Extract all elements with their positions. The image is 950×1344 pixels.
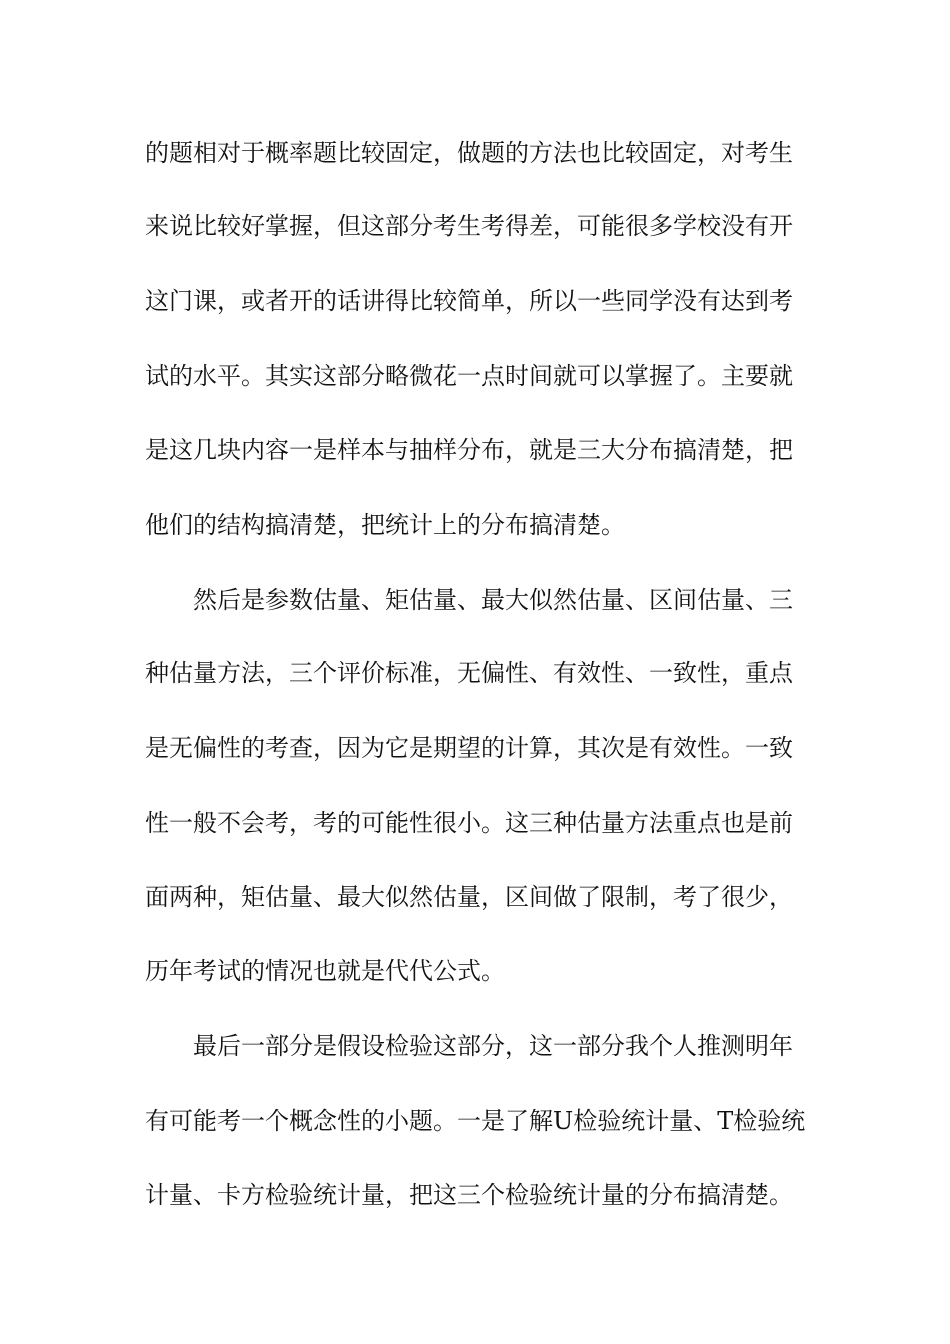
text-line: 试的水平。其实这部分略微花一点时间就可以掌握了。主要就 xyxy=(145,362,793,390)
text-line: 种估量方法，三个评价标准，无偏性、有效性、一致性，重点 xyxy=(145,659,793,687)
text-line: 计量、卡方检验统计量，把这三个检验统计量的分布搞清楚。 xyxy=(145,1181,793,1209)
text-line: 他们的结构搞清楚，把统计上的分布搞清楚。 xyxy=(145,511,625,539)
paragraph-first-line: 然后是参数估量、矩估量、最大似然估量、区间估量、三 xyxy=(193,586,793,614)
text-line: 这门课，或者开的话讲得比较简单，所以一些同学没有达到考 xyxy=(145,287,793,315)
text-line: 面两种，矩估量、最大似然估量，区间做了限制，考了很少， xyxy=(145,883,793,911)
text-line: 是无偏性的考查，因为它是期望的计算，其次是有效性。一致 xyxy=(145,734,793,762)
text-line: 是这几块内容一是样本与抽样分布，就是三大分布搞清楚，把 xyxy=(145,436,793,464)
text-line: 性一般不会考，考的可能性很小。这三种估量方法重点也是前 xyxy=(145,809,793,837)
text-line: 来说比较好掌握，但这部分考生考得差，可能很多学校没有开 xyxy=(145,212,793,240)
paragraph-first-line: 最后一部分是假设检验这部分，这一部分我个人推测明年 xyxy=(193,1032,793,1060)
text-line: 有可能考一个概念性的小题。一是了解U检验统计量、T检验统 xyxy=(145,1107,806,1135)
text-line: 的题相对于概率题比较固定，做题的方法也比较固定，对考生 xyxy=(145,139,793,167)
text-line: 历年考试的情况也就是代代公式。 xyxy=(145,957,505,985)
